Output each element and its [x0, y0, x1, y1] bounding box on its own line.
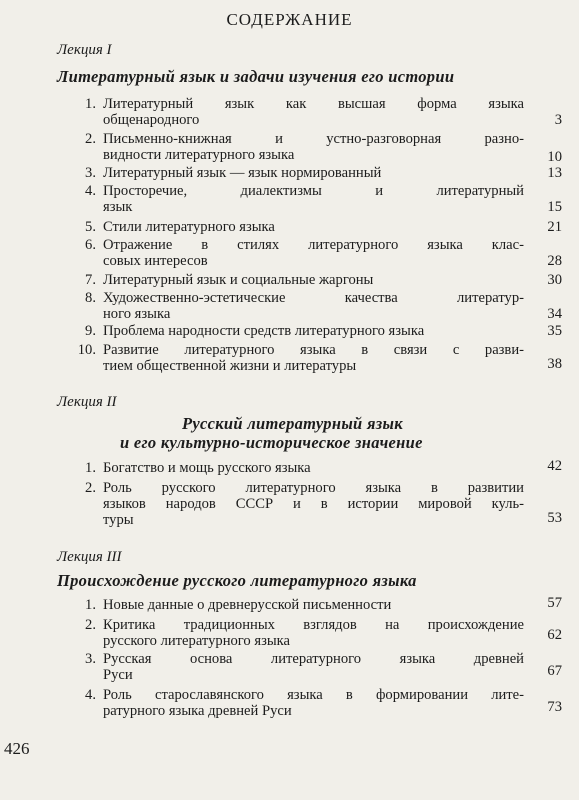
entry-page: 57	[547, 595, 562, 611]
entry-number: 1.	[85, 96, 96, 112]
entry-page: 34	[547, 306, 562, 322]
entry-page: 28	[547, 253, 562, 269]
entry-number: 4.	[85, 687, 96, 703]
entry-text: ратурного языка древней Руси	[103, 703, 292, 719]
entry-page: 15	[547, 199, 562, 215]
entry-text: совых интересов	[103, 253, 208, 269]
lecture-label: Лекция II	[57, 394, 117, 410]
page-title: СОДЕРЖАНИЕ	[226, 10, 353, 29]
entry-page: 62	[547, 627, 562, 643]
entry-page: 73	[547, 699, 562, 715]
entry-number: 3.	[85, 165, 96, 181]
entry-text: языков народов СССР и в истории мировой куль-	[103, 496, 524, 512]
entry-text: русского литературного языка	[103, 633, 290, 649]
entry-text: ного языка	[103, 306, 171, 322]
entry-number: 2.	[85, 617, 96, 633]
lecture-title: Литературный язык и задачи изучения его истории	[57, 67, 455, 86]
entry-text: Руси	[103, 667, 133, 683]
lecture-title: и его культурно-историческое значение	[120, 433, 423, 452]
entry-number: 3.	[85, 651, 96, 667]
entry-page: 42	[547, 458, 562, 474]
entry-text: Литературный язык как высшая форма языка	[103, 96, 524, 112]
entry-page: 53	[547, 510, 562, 526]
entry-number: 1.	[85, 460, 96, 476]
entry-text: тием общественной жизни и литературы	[103, 358, 357, 374]
entry-number: 8.	[85, 290, 96, 306]
entry-text: Новые данные о древнерусской письменности	[103, 597, 392, 613]
entry-text: Проблема народности средств литературного языка	[103, 323, 425, 339]
entry-text: Отражение в стилях литературного языка клас-	[103, 237, 524, 253]
entry-page: 67	[547, 663, 562, 679]
entry-number: 7.	[85, 272, 96, 288]
entry-number: 6.	[85, 237, 96, 253]
entry-page: 35	[547, 323, 562, 339]
lecture-title: Происхождение русского литературного языка	[57, 571, 417, 590]
entry-page: 30	[547, 272, 562, 288]
entry-text: Роль русского литературного языка в развитии	[103, 480, 524, 496]
entry-text: Литературный язык и социальные жаргоны	[103, 272, 374, 288]
entry-page: 21	[547, 219, 562, 235]
entry-text: Стили литературного языка	[103, 219, 275, 235]
entry-number: 2.	[85, 480, 96, 496]
entry-text: Русская основа литературного языка древней	[103, 651, 524, 667]
entry-text: Роль старославянского языка в формировании лите-	[103, 687, 524, 703]
lecture-title: Русский литературный язык	[182, 414, 403, 433]
entry-page: 38	[547, 356, 562, 372]
entry-number: 10.	[77, 342, 96, 358]
entry-text: Критика традиционных взглядов на происхождение	[103, 617, 524, 633]
entry-number: 4.	[85, 183, 96, 199]
entry-text: общенародного	[103, 112, 200, 128]
entry-text: видности литературного языка	[103, 147, 295, 163]
entry-number: 5.	[85, 219, 96, 235]
entry-number: 2.	[85, 131, 96, 147]
page-number: 426	[4, 739, 30, 758]
lecture-label: Лекция III	[57, 549, 122, 565]
entry-text: Письменно-книжная и устно-разговорная разно-	[103, 131, 524, 147]
entry-text: туры	[103, 512, 134, 528]
entry-text: Литературный язык — язык нормированный	[103, 165, 382, 181]
entry-text: Развитие литературного языка в связи с разви-	[103, 342, 524, 358]
entry-text: Богатство и мощь русского языка	[103, 460, 311, 476]
entry-page: 13	[547, 165, 562, 181]
lecture-label: Лекция I	[57, 42, 112, 58]
entry-page: 10	[547, 149, 562, 165]
entry-text: Просторечие, диалектизмы и литературный	[103, 183, 524, 199]
entry-text: язык	[103, 199, 133, 215]
entry-number: 9.	[85, 323, 96, 339]
entry-text: Художественно-эстетические качества литератур-	[103, 290, 524, 306]
entry-page: 3	[554, 112, 562, 128]
entry-number: 1.	[85, 597, 96, 613]
